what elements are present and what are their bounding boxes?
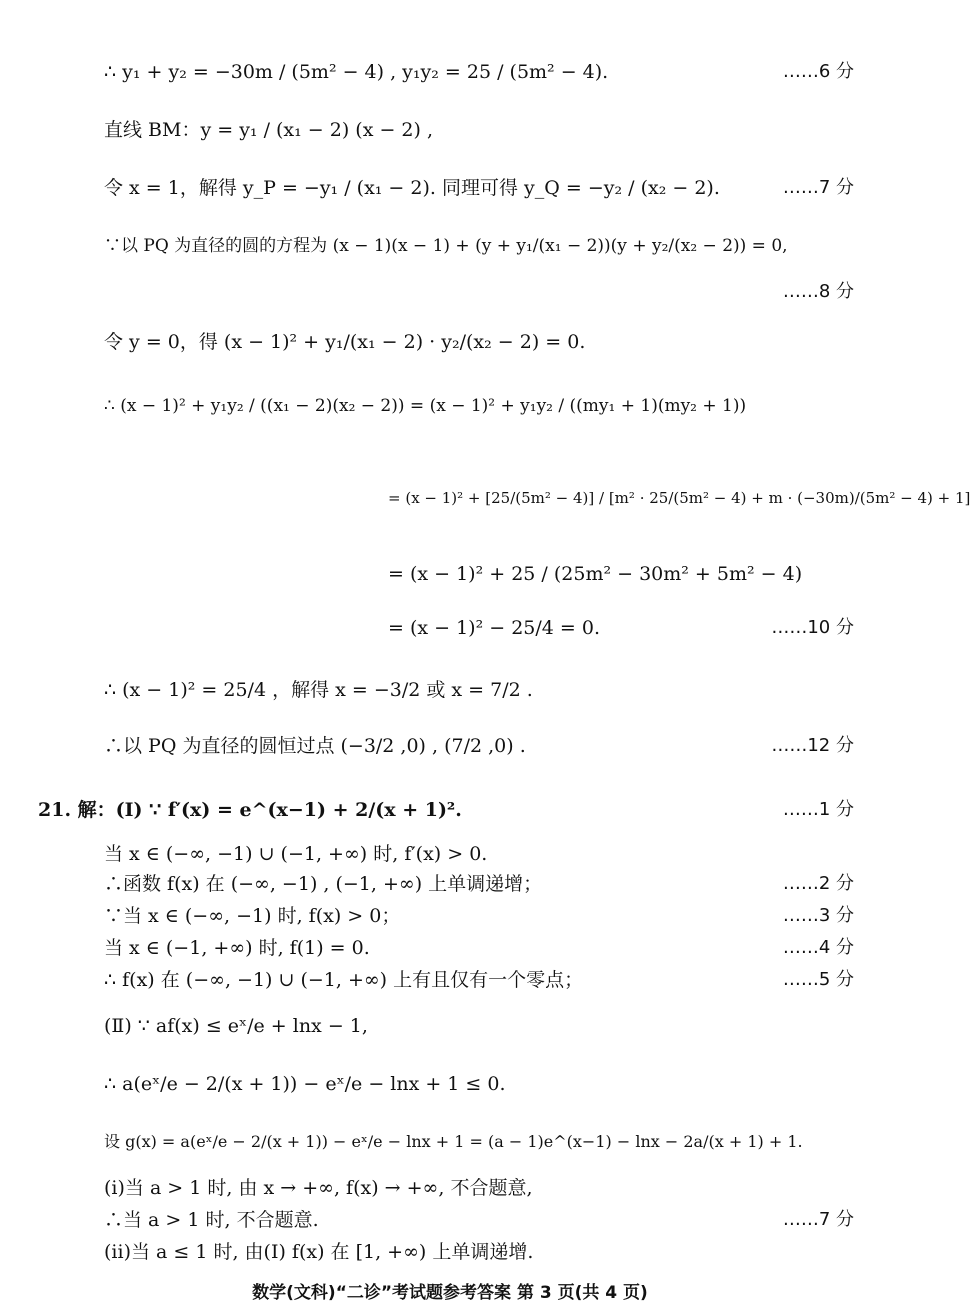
solution-line: [0, 478, 970, 518]
line-text: = (x − 1)² + 25 / (25m² − 30m² + 5m² − 4): [388, 563, 803, 585]
line-text: ∴以 PQ 为直径的圆恒过点 (−3/2 ,0) , (7/2 ,0) .: [104, 735, 526, 757]
line-text: = (x − 1)² − 25/4 = 0.: [388, 617, 600, 639]
line-text: 直线 BM：y = y₁ / (x₁ − 2) (x − 2) ,: [104, 119, 434, 141]
line-text: 当 x ∈ (−∞, −1) ∪ (−1, +∞) 时, f′(x) > 0.: [104, 843, 488, 865]
solution-line: [0, 1064, 900, 1104]
line-text: ∴ (x − 1)² = 25/4 ，解得 x = −3/2 或 x = 7/2 .: [104, 679, 533, 701]
solution-line: [0, 608, 900, 648]
score-mark: ……6 分: [782, 61, 854, 82]
line-text: ∵以 PQ 为直径的圆的方程为 (x − 1)(x − 1) + (y + y₁/(x₁ − 2))(y + y₂/(x₂ − 2)) = 0,: [104, 236, 788, 256]
line-text: (i)当 a > 1 时, 由 x → +∞, f(x) → +∞, 不合题意,: [104, 1177, 533, 1199]
line-text: ∵当 x ∈ (−∞, −1) 时, f(x) > 0；: [104, 905, 401, 927]
solution-line: [0, 52, 900, 92]
line-text: ∴函数 f(x) 在 (−∞, −1) , (−1, +∞) 上单调递增；: [104, 873, 543, 895]
solution-line: [0, 1232, 900, 1272]
line-text: 21. 解：(Ⅰ) ∵ f′(x) = e^(x−1) + 2/(x + 1)².: [38, 799, 462, 821]
solution-line: [0, 726, 900, 766]
solution-line: [0, 1122, 900, 1162]
line-text: ∴ f(x) 在 (−∞, −1) ∪ (−1, +∞) 上有且仅有一个零点；: [104, 969, 584, 991]
solution-line: [0, 670, 900, 710]
line-text: (Ⅱ) ∵ af(x) ≤ eˣ/e + lnx − 1,: [104, 1015, 368, 1037]
score-mark: ……1 分: [782, 799, 854, 820]
line-text: = (x − 1)² + [25/(5m² − 4)] / [m² · 25/(5m² − 4) + m · (−30m)/(5m² − 4) + 1]: [388, 489, 970, 507]
line-text: (ii)当 a ≤ 1 时, 由(Ⅰ) f(x) 在 [1, +∞) 上单调递增.: [104, 1241, 534, 1263]
score-mark: ……10 分: [771, 617, 854, 638]
line-text: 令 x = 1，解得 y_P = −y₁ / (x₁ − 2). 同理可得 y_Q = −y₂ / (x₂ − 2).: [104, 177, 720, 199]
score-mark: ……4 分: [782, 937, 854, 958]
solution-line: [0, 168, 900, 208]
score-mark: ……2 分: [782, 873, 854, 894]
score-mark: ……7 分: [782, 1209, 854, 1230]
solution-line: [0, 1006, 900, 1046]
page-footer: 数学(文科)“二诊”考试题参考答案 第 3 页(共 4 页): [252, 1283, 648, 1303]
solution-line: [0, 322, 900, 362]
line-text: ∴ y₁ + y₂ = −30m / (5m² − 4) , y₁y₂ = 25 / (5m² − 4).: [104, 61, 609, 83]
line-text: 令 y = 0，得 (x − 1)² + y₁/(x₁ − 2) · y₂/(x₂ − 2) = 0.: [104, 331, 586, 353]
line-text: ∴ a(eˣ/e − 2/(x + 1)) − eˣ/e − lnx + 1 ≤ 0.: [104, 1073, 506, 1095]
line-text: ∴当 a > 1 时, 不合题意.: [104, 1209, 319, 1231]
solution-line: [0, 554, 900, 594]
score-mark: ……5 分: [782, 969, 854, 990]
line-text: 当 x ∈ (−1, +∞) 时, f(1) = 0.: [104, 937, 370, 959]
score-mark: ……7 分: [782, 177, 854, 198]
solution-line: [0, 790, 900, 830]
solution-line: [0, 110, 900, 150]
solution-line: [0, 386, 900, 426]
solution-line: [0, 226, 900, 266]
score-mark: ……12 分: [771, 735, 854, 756]
line-text: 设 g(x) = a(eˣ/e − 2/(x + 1)) − eˣ/e − lnx + 1 = (a − 1)e^(x−1) − lnx − 2a/(x + 1) + 1.: [104, 1132, 803, 1151]
line-text: ∴ (x − 1)² + y₁y₂ / ((x₁ − 2)(x₂ − 2)) = (x − 1)² + y₁y₂ / ((my₁ + 1)(my₂ + 1)): [104, 396, 747, 416]
score-mark: ……3 分: [782, 905, 854, 926]
solution-line: [0, 960, 900, 1000]
score-mark: ……8 分: [782, 281, 854, 302]
solution-line: [0, 272, 900, 312]
